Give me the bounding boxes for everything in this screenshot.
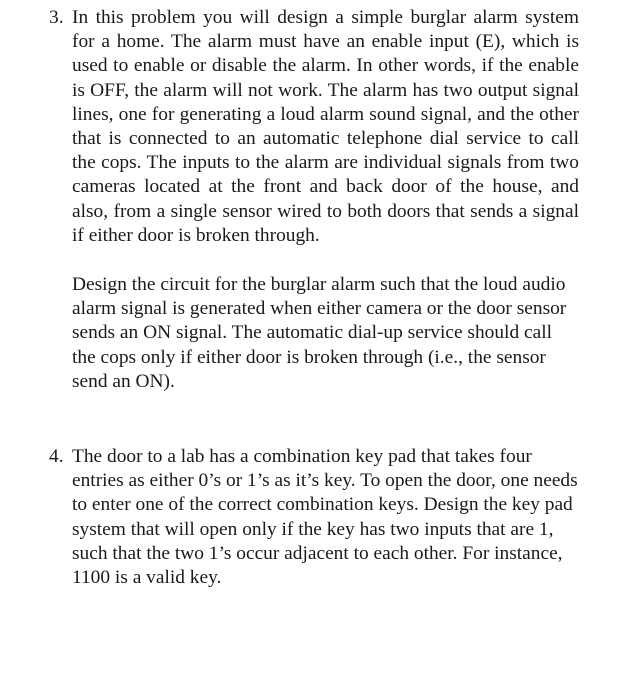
problem-3-paragraph-1: In this problem you will design a simple burglar alarm system for a home. The alarm must have an enable input (E), which is used to enable or disable the alarm. In other words, if the enable is OFF, the alarm will not work. The alarm has two output signal lines, one for generating a loud alarm sound signal, and the other that is connected to an automatic telephone dial service to call the cops. The inputs to the alarm are individual signals from two cameras located at the front and back door of the house, and also, from a single sensor wired to both doors that sends a signal if either door is broken through. — [72, 7, 579, 246]
problem-4-body — [72, 445, 579, 590]
problem-3 — [49, 6, 579, 394]
problem-3-paragraph-2: Design the circuit for the burglar alarm such that the loud audio alarm signal is generated when either camera or the door sensor sends an ON signal. The automatic dial-up service should call the cops only if either door is broken through (i.e., the sensor send an ON). — [72, 274, 567, 392]
problem-4 — [49, 445, 579, 590]
problem-4-paragraph-1: The door to a lab has a combination key pad that takes four entries as either 0’s or 1’s as it’s key. To open the door, one needs to enter one of the correct combination keys. Design the key pad system that will open only if the key has two inputs that are 1, such that the two 1’s occur adjacent to each other. For instance, 1100 is a valid key. — [72, 446, 578, 589]
problem-3-number: 3. — [49, 7, 64, 28]
problem-4-number: 4. — [49, 446, 64, 467]
problem-3-body — [72, 6, 579, 394]
